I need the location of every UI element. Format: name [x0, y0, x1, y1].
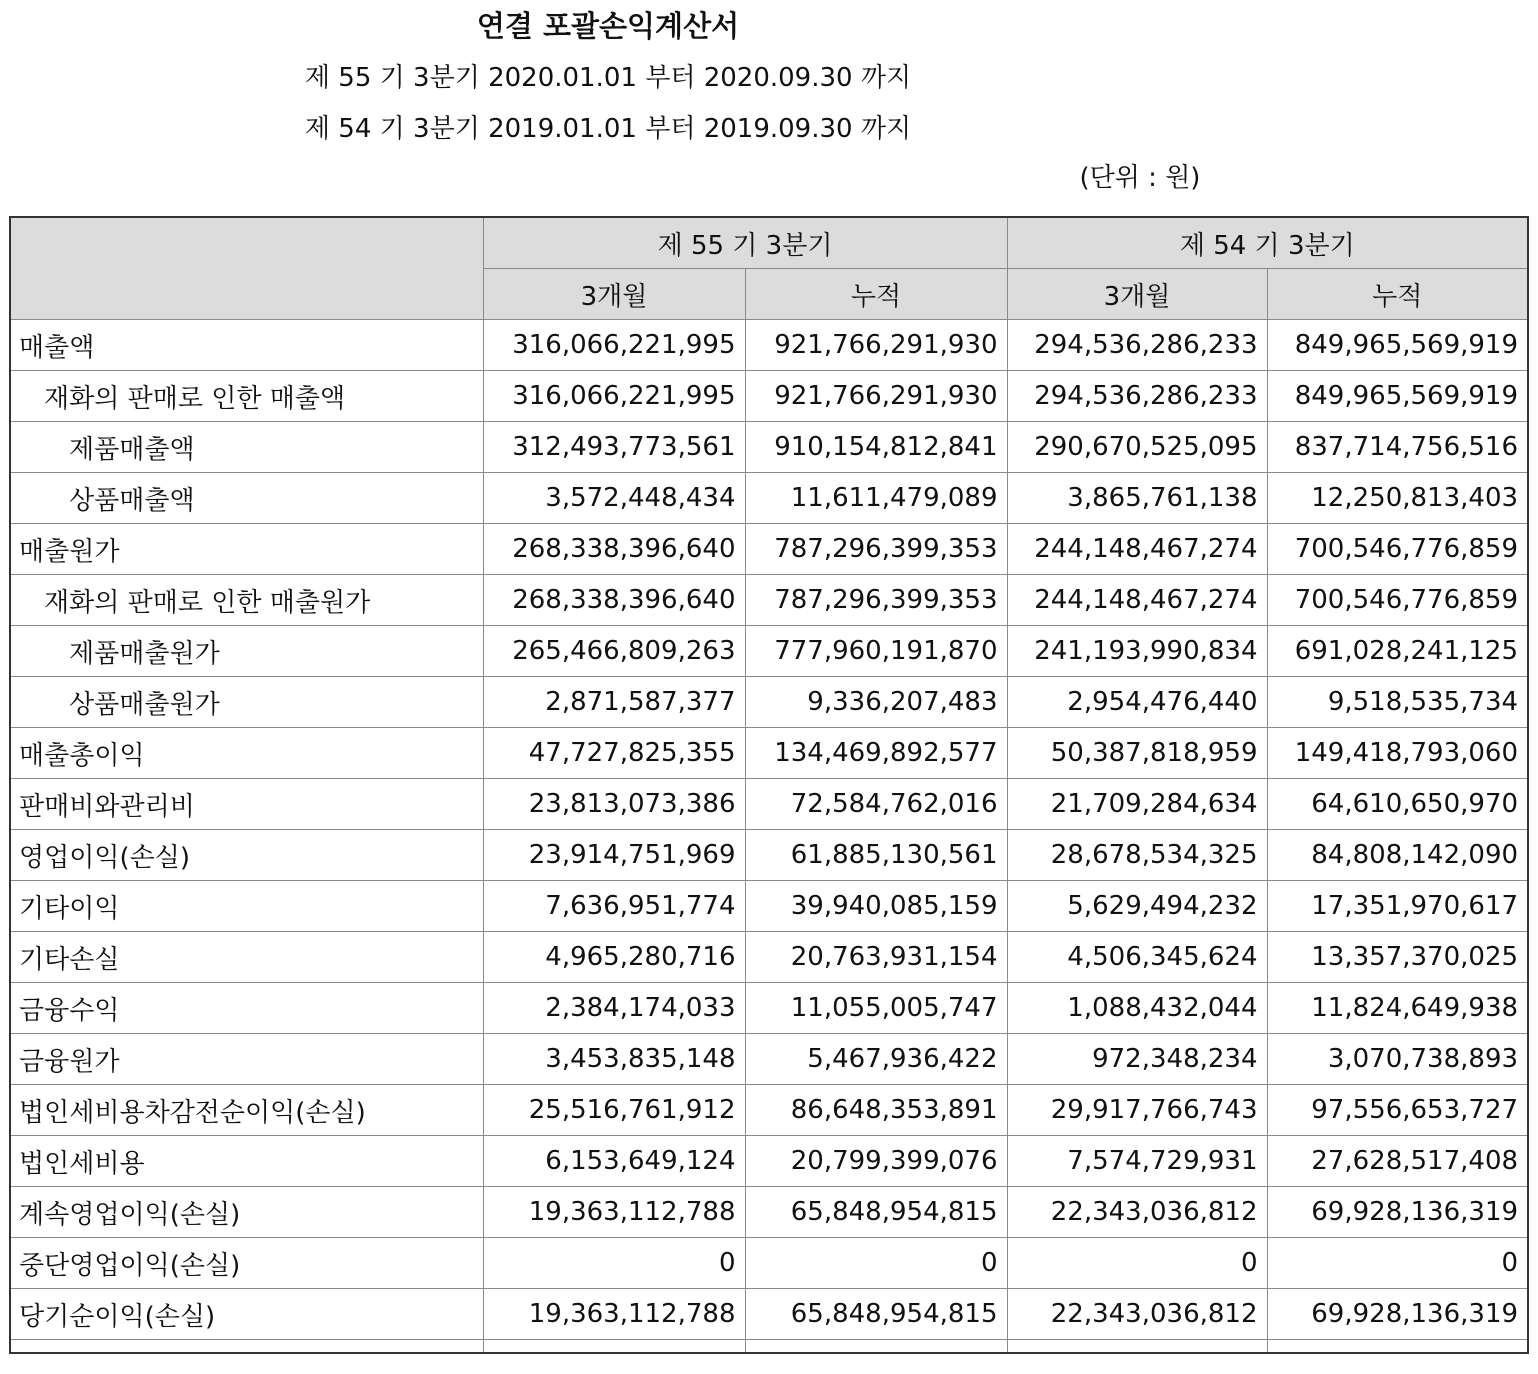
- row-value: 23,914,751,969: [483, 830, 745, 881]
- row-value: 21,709,284,634: [1007, 779, 1267, 830]
- row-label: 상품매출액: [10, 473, 483, 524]
- unit-label: (단위 : 원): [1079, 163, 1201, 193]
- row-label: 당기순이익(손실): [10, 1289, 483, 1340]
- row-value: 268,338,396,640: [483, 575, 745, 626]
- row-label: 금융수익: [10, 983, 483, 1034]
- row-value: 921,766,291,930: [745, 320, 1007, 371]
- header-current-3months: 3개월: [483, 269, 745, 320]
- row-value: 50,387,818,959: [1007, 728, 1267, 779]
- header-prior-3months: 3개월: [1007, 269, 1267, 320]
- row-value: 910,154,812,841: [745, 422, 1007, 473]
- period-current: 제 55 기 3분기 2020.01.01 부터 2020.09.30 까지: [304, 63, 912, 93]
- table-row: [10, 626, 1528, 677]
- row-value: 1,088,432,044: [1007, 983, 1267, 1034]
- row-value: 25,516,761,912: [483, 1085, 745, 1136]
- row-value: 23,813,073,386: [483, 779, 745, 830]
- row-value: 2,954,476,440: [1007, 677, 1267, 728]
- row-value: 9,336,207,483: [745, 677, 1007, 728]
- row-value: 2,384,174,033: [483, 983, 745, 1034]
- row-value: 69,928,136,319: [1267, 1187, 1528, 1238]
- table-row: [10, 1187, 1528, 1238]
- table-row: [10, 320, 1528, 371]
- row-label: 재화의 판매로 인한 매출액: [10, 371, 483, 422]
- row-value: 0: [1007, 1238, 1267, 1289]
- row-value: 20,799,399,076: [745, 1136, 1007, 1187]
- row-value: 39,940,085,159: [745, 881, 1007, 932]
- header-row-groups: [10, 217, 1528, 269]
- row-value: 27,628,517,408: [1267, 1136, 1528, 1187]
- row-value: 265,466,809,263: [483, 626, 745, 677]
- row-label: 매출원가: [10, 524, 483, 575]
- row-label: 기타손실: [10, 932, 483, 983]
- header-current-cumulative: 누적: [745, 269, 1007, 320]
- row-value: 97,556,653,727: [1267, 1085, 1528, 1136]
- cutoff-cell: [1267, 1340, 1528, 1354]
- row-value: 3,865,761,138: [1007, 473, 1267, 524]
- row-value: 700,546,776,859: [1267, 524, 1528, 575]
- row-value: 3,572,448,434: [483, 473, 745, 524]
- row-value: 11,824,649,938: [1267, 983, 1528, 1034]
- row-value: 11,055,005,747: [745, 983, 1007, 1034]
- row-value: 65,848,954,815: [745, 1187, 1007, 1238]
- row-value: 20,763,931,154: [745, 932, 1007, 983]
- row-value: 28,678,534,325: [1007, 830, 1267, 881]
- row-value: 5,629,494,232: [1007, 881, 1267, 932]
- row-label: 중단영업이익(손실): [10, 1238, 483, 1289]
- table-row: [10, 779, 1528, 830]
- income-statement-table: [9, 216, 1529, 1354]
- row-value: 4,506,345,624: [1007, 932, 1267, 983]
- row-label: 법인세비용: [10, 1136, 483, 1187]
- table-row: [10, 524, 1528, 575]
- header-prior-period: 제 54 기 3분기: [1007, 217, 1528, 269]
- row-value: 0: [1267, 1238, 1528, 1289]
- row-value: 2,871,587,377: [483, 677, 745, 728]
- row-label: 매출총이익: [10, 728, 483, 779]
- row-value: 64,610,650,970: [1267, 779, 1528, 830]
- row-value: 312,493,773,561: [483, 422, 745, 473]
- table-row: [10, 983, 1528, 1034]
- table-row: [10, 1034, 1528, 1085]
- row-label: 상품매출원가: [10, 677, 483, 728]
- row-value: 13,357,370,025: [1267, 932, 1528, 983]
- row-value: 149,418,793,060: [1267, 728, 1528, 779]
- cutoff-cell: [10, 1340, 483, 1354]
- row-label: 매출액: [10, 320, 483, 371]
- cutoff-cell: [745, 1340, 1007, 1354]
- row-label: 영업이익(손실): [10, 830, 483, 881]
- row-value: 3,453,835,148: [483, 1034, 745, 1085]
- row-value: 787,296,399,353: [745, 524, 1007, 575]
- row-label: 기타이익: [10, 881, 483, 932]
- row-value: 47,727,825,355: [483, 728, 745, 779]
- row-label: 제품매출원가: [10, 626, 483, 677]
- table-row: [10, 1085, 1528, 1136]
- row-value: 837,714,756,516: [1267, 422, 1528, 473]
- row-value: 787,296,399,353: [745, 575, 1007, 626]
- row-value: 241,193,990,834: [1007, 626, 1267, 677]
- row-value: 72,584,762,016: [745, 779, 1007, 830]
- row-value: 316,066,221,995: [483, 371, 745, 422]
- header-prior-cumulative: 누적: [1267, 269, 1528, 320]
- row-value: 849,965,569,919: [1267, 320, 1528, 371]
- table-row: [10, 728, 1528, 779]
- row-value: 5,467,936,422: [745, 1034, 1007, 1085]
- row-value: 777,960,191,870: [745, 626, 1007, 677]
- row-value: 0: [483, 1238, 745, 1289]
- row-value: 0: [745, 1238, 1007, 1289]
- row-label: 계속영업이익(손실): [10, 1187, 483, 1238]
- row-value: 849,965,569,919: [1267, 371, 1528, 422]
- row-value: 19,363,112,788: [483, 1289, 745, 1340]
- row-value: 700,546,776,859: [1267, 575, 1528, 626]
- table-row: [10, 830, 1528, 881]
- row-label: 판매비와관리비: [10, 779, 483, 830]
- table-row: [10, 422, 1528, 473]
- table-row: [10, 371, 1528, 422]
- table-row: [10, 1238, 1528, 1289]
- cutoff-cell: [1007, 1340, 1267, 1354]
- row-value: 86,648,353,891: [745, 1085, 1007, 1136]
- row-label: 법인세비용차감전순이익(손실): [10, 1085, 483, 1136]
- row-value: 84,808,142,090: [1267, 830, 1528, 881]
- table-row: [10, 1289, 1528, 1340]
- row-value: 691,028,241,125: [1267, 626, 1528, 677]
- row-value: 3,070,738,893: [1267, 1034, 1528, 1085]
- row-value: 294,536,286,233: [1007, 320, 1267, 371]
- row-value: 9,518,535,734: [1267, 677, 1528, 728]
- row-value: 244,148,467,274: [1007, 575, 1267, 626]
- row-value: 12,250,813,403: [1267, 473, 1528, 524]
- table-row: [10, 1136, 1528, 1187]
- period-prior: 제 54 기 3분기 2019.01.01 부터 2019.09.30 까지: [304, 114, 912, 144]
- statement-title: 연결 포괄손익계산서: [476, 9, 740, 43]
- table-row: [10, 881, 1528, 932]
- table-row: [10, 677, 1528, 728]
- row-value: 22,343,036,812: [1007, 1289, 1267, 1340]
- row-value: 11,611,479,089: [745, 473, 1007, 524]
- statement-body: [10, 320, 1528, 1354]
- row-value: 7,574,729,931: [1007, 1136, 1267, 1187]
- row-value: 17,351,970,617: [1267, 881, 1528, 932]
- row-value: 69,928,136,319: [1267, 1289, 1528, 1340]
- row-value: 972,348,234: [1007, 1034, 1267, 1085]
- row-value: 4,965,280,716: [483, 932, 745, 983]
- row-value: 268,338,396,640: [483, 524, 745, 575]
- table-row: [10, 932, 1528, 983]
- row-value: 19,363,112,788: [483, 1187, 745, 1238]
- row-value: 7,636,951,774: [483, 881, 745, 932]
- row-label: 제품매출액: [10, 422, 483, 473]
- table-row-cutoff: [10, 1340, 1528, 1354]
- row-value: 316,066,221,995: [483, 320, 745, 371]
- row-value: 290,670,525,095: [1007, 422, 1267, 473]
- row-value: 61,885,130,561: [745, 830, 1007, 881]
- row-value: 244,148,467,274: [1007, 524, 1267, 575]
- row-value: 29,917,766,743: [1007, 1085, 1267, 1136]
- row-label: 금융원가: [10, 1034, 483, 1085]
- cutoff-cell: [483, 1340, 745, 1354]
- row-value: 65,848,954,815: [745, 1289, 1007, 1340]
- header-corner: [10, 217, 483, 320]
- table-row: [10, 575, 1528, 626]
- header-current-period: 제 55 기 3분기: [483, 217, 1007, 269]
- row-value: 294,536,286,233: [1007, 371, 1267, 422]
- row-value: 134,469,892,577: [745, 728, 1007, 779]
- row-value: 6,153,649,124: [483, 1136, 745, 1187]
- row-label: 재화의 판매로 인한 매출원가: [10, 575, 483, 626]
- row-value: 22,343,036,812: [1007, 1187, 1267, 1238]
- row-value: 921,766,291,930: [745, 371, 1007, 422]
- table-row: [10, 473, 1528, 524]
